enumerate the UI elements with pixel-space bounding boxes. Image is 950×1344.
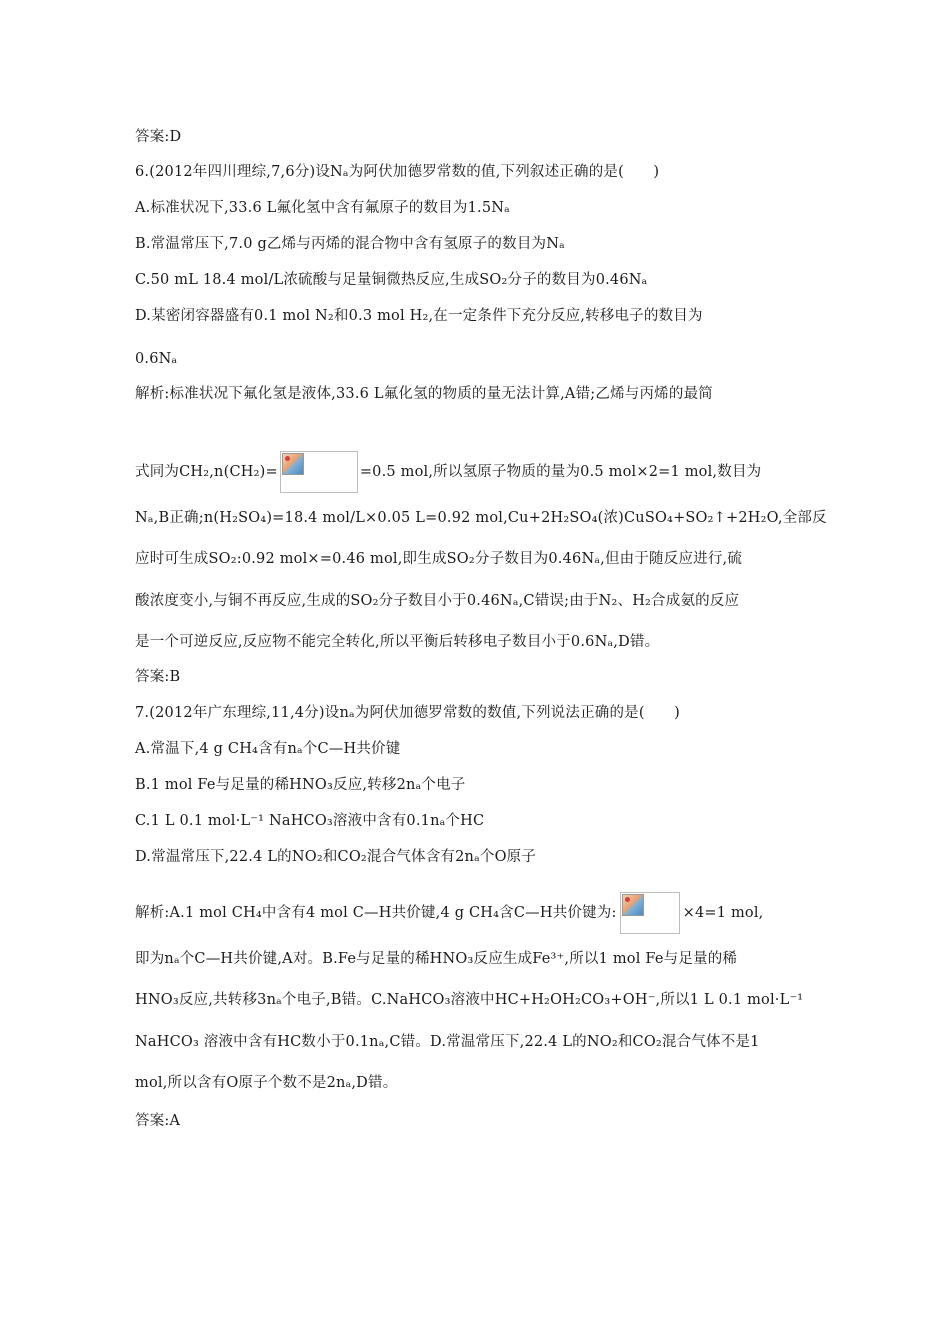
question-7-option-d: D.常温常压下,22.4 L的NO₂和CO₂混合气体含有2nₐ个O原子 [135,849,537,865]
explanation-7-line-1-a: 解析:A.1 mol CH₄中含有4 mol C—H共价键,4 g CH₄含C—H共价键为: [135,905,617,921]
explanation-6-line-3: Nₐ,B正确;n(H₂SO₄)=18.4 mol/L×0.05 L=0.92 mol,Cu+2H₂SO₄(浓)CuSO₄+SO₂↑+2H₂O,全部反 [135,510,827,526]
explanation-6-line-6: 是一个可逆反应,反应物不能完全转化,所以平衡后转移电子数目小于0.6Nₐ,D错。 [135,634,660,650]
question-6-option-b: B.常温常压下,7.0 g乙烯与丙烯的混合物中含有氢原子的数目为Nₐ [135,236,565,252]
question-6-option-d-cont: 0.6Nₐ [135,351,178,367]
explanation-6-line-1: 解析:标准状况下氟化氢是液体,33.6 L氟化氢的物质的量无法计算,A错;乙烯与丙烯的最简 [135,386,713,402]
explanation-7-line-1-b: ×4=1 mol, [682,905,764,921]
explanation-7-line-1 [135,892,763,934]
question-6-stem: 6.(2012年四川理综,7,6分)设Nₐ为阿伏加德罗常数的值,下列叙述正确的是( ) [135,164,660,180]
explanation-7-line-3: HNO₃反应,共转移3nₐ个电子,B错。C.NaHCO₃溶液中HC+H₂OH₂CO₃+OH⁻,所以1 L 0.1 mol·L⁻¹ [135,992,804,1008]
answer-6: 答案:B [135,669,181,685]
question-7-option-a: A.常温下,4 g CH₄含有nₐ个C—H共价键 [135,741,401,757]
explanation-7-line-2: 即为nₐ个C—H共价键,A对。B.Fe与足量的稀HNO₃反应生成Fe³⁺,所以1 mol Fe与足量的稀 [135,951,738,967]
explanation-6-line-5: 酸浓度变小,与铜不再反应,生成的SO₂分子数目小于0.46Nₐ,C错误;由于N₂、H₂合成氨的反应 [135,593,740,609]
formula-image-placeholder [280,451,358,493]
broken-image-icon [282,453,304,475]
formula-image-placeholder [620,892,680,934]
explanation-6-line-2 [135,451,761,493]
explanation-6-line-2-b: =0.5 mol,所以氢原子物质的量为0.5 mol×2=1 mol,数目为 [359,464,762,480]
question-7-stem: 7.(2012年广东理综,11,4分)设nₐ为阿伏加德罗常数的数值,下列说法正确的是( ) [135,705,680,721]
explanation-7-line-5: mol,所以含有O原子个数不是2nₐ,D错。 [135,1075,398,1091]
question-6-option-a: A.标准状况下,33.6 L氟化氢中含有氟原子的数目为1.5Nₐ [135,200,510,216]
broken-image-icon [622,894,644,916]
question-7-option-b: B.1 mol Fe与足量的稀HNO₃反应,转移2nₐ个电子 [135,777,466,793]
question-7-option-c: C.1 L 0.1 mol·L⁻¹ NaHCO₃溶液中含有0.1nₐ个HC [135,813,485,829]
explanation-7-line-4: NaHCO₃ 溶液中含有HC数小于0.1nₐ,C错。D.常温常压下,22.4 L的NO₂和CO₂混合气体不是1 [135,1034,760,1050]
answer-5: 答案:D [135,129,182,145]
explanation-6-line-2-a: 式同为CH₂,n(CH₂)= [135,464,278,480]
answer-7: 答案:A [135,1113,181,1129]
question-6-option-c: C.50 mL 18.4 mol/L浓硫酸与足量铜微热反应,生成SO₂分子的数目为0.46Nₐ [135,272,648,288]
explanation-6-line-4: 应时可生成SO₂:0.92 mol×=0.46 mol,即生成SO₂分子数目为0.46Nₐ,但由于随反应进行,硫 [135,551,743,567]
question-6-option-d: D.某密闭容器盛有0.1 mol N₂和0.3 mol H₂,在一定条件下充分反应,转移电子的数目为 [135,308,703,324]
